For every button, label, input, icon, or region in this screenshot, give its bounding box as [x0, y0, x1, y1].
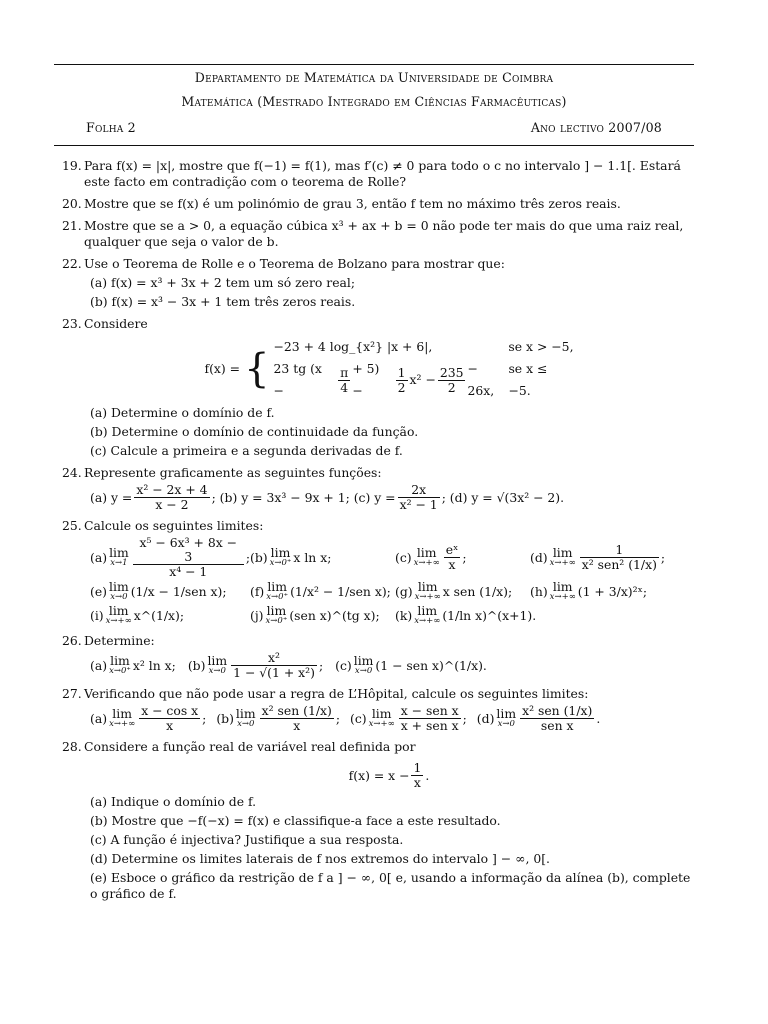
limit-h [530, 581, 647, 603]
numerator: x⁵ − 6x³ + 8x − 3 [133, 536, 244, 565]
exercise-text: Calcule os seguintes limites: [84, 518, 264, 533]
case-2-expr [274, 358, 509, 402]
limit-operator [106, 605, 132, 627]
expr-part: x² − [409, 372, 436, 387]
denominator: x [448, 557, 456, 572]
piecewise-function [84, 336, 694, 402]
numerator: 1 [397, 364, 406, 380]
limit-operator [207, 652, 228, 677]
lim-sub: x→+∞ [414, 616, 441, 626]
item-label: (a) [90, 549, 108, 565]
limit-expr: (1/x² − 1/sen x); [290, 584, 391, 599]
case-2-cond: se x ≤ −5. [508, 361, 548, 398]
lim-sub: x→1 [110, 557, 128, 568]
lim-word: lim [235, 705, 256, 721]
fraction [338, 366, 350, 395]
item-a: (a) Determine o domínio de f. [90, 405, 275, 420]
exercise-text: Mostre que se f(x) é um polinómio de grau 3, então f tem no máximo três zeros reais. [84, 196, 621, 211]
item-label: (c) [335, 657, 352, 673]
denominator: sen x [540, 718, 574, 733]
exercise-text: Represente graficamente as seguintes funções: [84, 465, 382, 480]
exercise-25 [54, 518, 694, 627]
item-label: (b) [187, 657, 206, 673]
expr-part: (a) y = [90, 489, 133, 505]
fraction [231, 651, 317, 680]
lim-word: lim [109, 579, 129, 594]
lim-word: lim [496, 705, 517, 721]
limit-operator [413, 544, 440, 569]
lim-sub: x→0⁺ [269, 557, 292, 568]
function-definition: f(x) = x − $\frac{1}{x}$ . [348, 760, 430, 790]
limit-operator [266, 581, 288, 603]
denominator: x [293, 718, 301, 733]
expr-part: ; (d) y = √(3x² − 2). [441, 489, 565, 505]
expr-part: − 26x, [467, 361, 495, 398]
limit-b [250, 544, 395, 569]
limit-g [395, 581, 530, 603]
exercise-28 [54, 739, 694, 902]
limit-operator [109, 705, 136, 730]
fraction [133, 536, 244, 579]
limit-expr: x sen (1/x); [442, 584, 513, 599]
numerator: x² sen (1/x) [261, 703, 332, 718]
lim-word: lim [266, 603, 287, 618]
item-label: (d) [476, 710, 495, 726]
lim-word: lim [108, 603, 129, 618]
exercise-number: 27. [62, 686, 82, 701]
denominator: x − 2 [155, 497, 189, 512]
limit-expr: x² ln x; [132, 657, 176, 673]
item-b: (b) Determine o domínio de continuidade da função. [90, 424, 419, 439]
denominator: 2 [447, 379, 456, 395]
limits-row-1 [84, 536, 694, 579]
function-lhs: f(x) = [204, 361, 241, 376]
numerator: x − sen x [400, 703, 459, 718]
exercise-number: 28. [62, 739, 82, 754]
denominator: 4 [340, 379, 349, 395]
exercise-20 [54, 196, 694, 212]
limit-d: (d) lim x→0 $\frac{\text{x² sen (1/x)}}{\text{sen x}}$ . [476, 703, 601, 733]
item-c: (c) A função é injectiva? Justifique a sua resposta. [90, 832, 404, 847]
limit-e [90, 581, 250, 603]
lim-word: lim [270, 544, 291, 560]
item-label: (f) [250, 584, 265, 599]
exercise-text: Use o Teorema de Rolle e o Teorema de Bolzano para mostrar que: [84, 256, 505, 271]
exercise-26 [54, 633, 694, 680]
limit-a [90, 652, 176, 677]
fraction [260, 704, 334, 733]
exercise-number: 22. [62, 256, 82, 271]
lim-sub: x→+∞ [109, 718, 136, 729]
item-label: (b) [216, 710, 234, 726]
sheet-label: Folha 2 [86, 120, 136, 135]
limit-b: (b) lim x→0 $\frac{\text{x² sen (1/x)}}{x}$ ; [216, 703, 341, 733]
case-2 [274, 358, 574, 402]
limits-row [84, 704, 694, 733]
exercise-number: 21. [62, 218, 82, 233]
exercise-text: Considere [84, 316, 148, 331]
lim-word: lim [267, 579, 288, 594]
limit-expr: x ln x; [293, 549, 332, 565]
lim-word: lim [353, 652, 374, 668]
exercise-21 [54, 218, 694, 250]
item-label: (h) [530, 584, 548, 599]
limit-expr: (1 + 3/x)²ˣ; [577, 584, 648, 599]
limit-c: (c) lim x→+∞ $\frac{\text{x − sen x}}{\text{x + sen x}}$ ; [350, 703, 467, 733]
limit-c: (c) lim x→+∞ $\frac{\text{eˣ}}{x}$ ; [395, 542, 467, 572]
item-label: (c) [350, 710, 367, 726]
fraction [580, 543, 659, 572]
exercise-number: 20. [62, 196, 82, 211]
limit-j [250, 605, 395, 627]
limit-expr: x^(1/x); [133, 608, 185, 623]
item-label: (k) [395, 608, 413, 623]
item-label: (b) [250, 549, 268, 565]
limit-operator [266, 605, 288, 627]
numerator: π [340, 364, 349, 380]
denominator: x⁴ − 1 [169, 564, 208, 579]
limits-row-3 [84, 605, 694, 627]
lim-word: lim [207, 652, 228, 668]
denominator: x² sen² (1/x) [581, 557, 657, 572]
numerator: x² − 2x + 4 [136, 482, 208, 497]
limits-row [84, 651, 694, 680]
denominator: x [166, 718, 174, 733]
fraction [520, 704, 594, 733]
lim-word: lim [371, 705, 392, 721]
limit-operator [235, 705, 256, 730]
lim-word: lim [112, 705, 132, 721]
numerator: 1 [413, 760, 422, 775]
fraction [398, 483, 440, 512]
exercise-text: Determine: [84, 633, 155, 648]
limit-d: (d) lim x→+∞ $\frac{1}{\text{x² sen² (1/x)}}$ ; [530, 542, 666, 572]
item-label: (g) [395, 584, 413, 599]
numerator: eˣ [445, 542, 459, 557]
fraction [438, 366, 466, 395]
lim-sub: x→+∞ [368, 718, 395, 729]
limit-i [90, 605, 250, 627]
brace-symbol: { [244, 346, 270, 392]
exercise-number: 19. [62, 158, 82, 173]
lim-sub: x→+∞ [414, 592, 441, 602]
lim-sub: x→0⁺ [265, 616, 288, 626]
limit-operator [550, 581, 576, 603]
lim-sub: x→+∞ [413, 557, 440, 568]
limit-expr: (1/x − 1/sen x); [130, 584, 227, 599]
item-label: (j) [250, 608, 264, 623]
item-c: (c) Calcule a primeira e a segunda derivadas de f. [90, 443, 403, 458]
item-label: (a) [90, 657, 108, 673]
item-label: (c) [395, 549, 412, 565]
exercise-number: 26. [62, 633, 82, 648]
fraction [139, 704, 200, 733]
header-row [54, 120, 694, 135]
lim-sub: x→0 [110, 592, 128, 602]
formula-lhs: f(x) = x − [348, 767, 410, 783]
lim-sub: x→0 [237, 718, 255, 729]
top-rule [54, 64, 694, 65]
denominator: x [413, 775, 421, 790]
exercise-19 [54, 158, 694, 190]
exercise-number: 24. [62, 465, 82, 480]
fraction [444, 543, 461, 572]
exercise-text: Para f(x) = |x|, mostre que f(−1) = f(1), mas f′(c) ≠ 0 para todo o c no intervalo ] − 1.1[. Estará este facto em contradição com o teorema de Rolle? [84, 158, 681, 189]
limits-row-2 [84, 581, 694, 603]
exercise-23 [54, 316, 694, 459]
numerator: x − cos x [141, 703, 199, 718]
item-d: (d) Determine os limites laterais de f nos extremos do intervalo ] − ∞, 0[. [90, 851, 550, 866]
lim-sub: x→+∞ [549, 592, 576, 602]
fraction [134, 483, 209, 512]
denominator: 1 − √(1 + x²) [233, 665, 315, 680]
item-b: (b) f(x) = x³ − 3x + 1 tem três zeros reais. [90, 294, 356, 309]
limit-f [250, 581, 395, 603]
limit-operator [109, 652, 131, 677]
numerator: 235 [439, 364, 464, 380]
lim-word: lim [110, 652, 130, 668]
lim-sub: x→0 [354, 665, 373, 676]
functions-row [84, 483, 694, 512]
limit-operator [415, 581, 441, 603]
numerator: x² [231, 651, 317, 666]
item-label: (d) [530, 549, 548, 565]
exercise-text: Verificando que não pode usar a regra de L’Hôpital, calcule os seguintes limites: [84, 686, 589, 701]
limit-operator [368, 705, 395, 730]
item-label: (a) [90, 710, 108, 726]
case-1-cond: se x > −5, [508, 339, 574, 354]
limit-expr: (1/ln x)^(x+1). [442, 608, 537, 623]
exercise-number: 23. [62, 316, 82, 331]
lim-word: lim [552, 579, 573, 594]
limit-operator [496, 705, 517, 730]
lim-sub: x→+∞ [105, 616, 132, 626]
lim-word: lim [552, 544, 573, 560]
exercise-text: Mostre que se a > 0, a equação cúbica x³ + ax + b = 0 não pode ter mais do que uma raiz real, qualquer que seja o valor de b. [84, 218, 684, 249]
exercise-27 [54, 686, 694, 733]
exercise-22 [54, 256, 694, 310]
limit-c [335, 652, 487, 677]
fraction [396, 366, 408, 395]
expr-part: ; (b) y = 3x³ − 9x + 1; (c) y = [211, 489, 396, 505]
item-e: (e) Esboce o gráfico da restrição de f a ] − ∞, 0[ e, usando a informação da alínea (b), complete o gráfico de f. [90, 870, 691, 901]
limit-operator [414, 605, 440, 627]
limit-a: (a) lim x→1 $\frac{\text{x⁵ − 6x³ + 8x − 3}}{\text{x⁴ − 1}}$ ; [90, 535, 250, 579]
limit-operator [109, 544, 129, 569]
limit-operator [269, 544, 292, 569]
limit-b: (b) lim x→0 $\frac{\text{x²}}{\text{1 − √(1 + x²)}}$ ; [187, 650, 324, 680]
denominator: x² − 1 [399, 497, 438, 512]
case-1 [274, 336, 574, 358]
lim-sub: x→0 [208, 665, 226, 676]
item-label: (e) [90, 584, 108, 599]
numerator: 1 [580, 543, 659, 558]
worksheet-page [54, 64, 694, 902]
department-title: Departamento de Matemática da Universidade de Coimbra [194, 70, 554, 85]
lim-word: lim [417, 579, 438, 594]
lim-sub: x→0⁺ [266, 592, 289, 602]
numerator: 2x [398, 483, 440, 498]
course-title: Matemática (Mestrado Integrado em Ciências Farmacêuticas) [181, 94, 567, 109]
limit-a: (a) lim x→+∞ $\frac{\text{x − cos x}}{x}$ ; [90, 703, 207, 733]
denominator: x + sen x [400, 718, 459, 733]
lim-word: lim [109, 544, 129, 560]
exercise-text: Considere a função real de variável real definida por [84, 739, 416, 754]
limit-k [395, 605, 536, 627]
item-a: (a) Indique o domínio de f. [90, 794, 257, 809]
limit-operator [549, 544, 576, 569]
numerator: x² sen (1/x) [522, 703, 593, 718]
item-a: (a) f(x) = x³ + 3x + 2 tem um só zero real; [90, 275, 356, 290]
expr-part: + 5) − [352, 361, 380, 398]
item-label: (i) [90, 608, 104, 623]
limit-operator [109, 581, 129, 603]
year-label: Ano lectivo 2007/08 [530, 120, 662, 135]
fraction [411, 761, 423, 790]
item-b: (b) Mostre que −f(−x) = f(x) e classifique-a face a este resultado. [90, 813, 501, 828]
expr-part: 23 tg (x − [273, 361, 322, 398]
limit-operator [353, 652, 374, 677]
limit-expr: (1 − sen x)^(1/x). [375, 657, 487, 673]
denominator: 2 [397, 379, 406, 395]
lim-sub: x→0 [497, 718, 515, 729]
lim-word: lim [416, 544, 437, 560]
limit-expr: (sen x)^(tg x); [289, 608, 380, 623]
lim-word: lim [417, 603, 438, 618]
exercise-number: 25. [62, 518, 82, 533]
fraction [399, 704, 461, 733]
lim-sub: x→+∞ [549, 557, 576, 568]
case-1-expr: −23 + 4 log_{x²} |x + 6|, [273, 339, 433, 354]
exercise-24 [54, 465, 694, 512]
lim-sub: x→0⁺ [109, 665, 131, 676]
